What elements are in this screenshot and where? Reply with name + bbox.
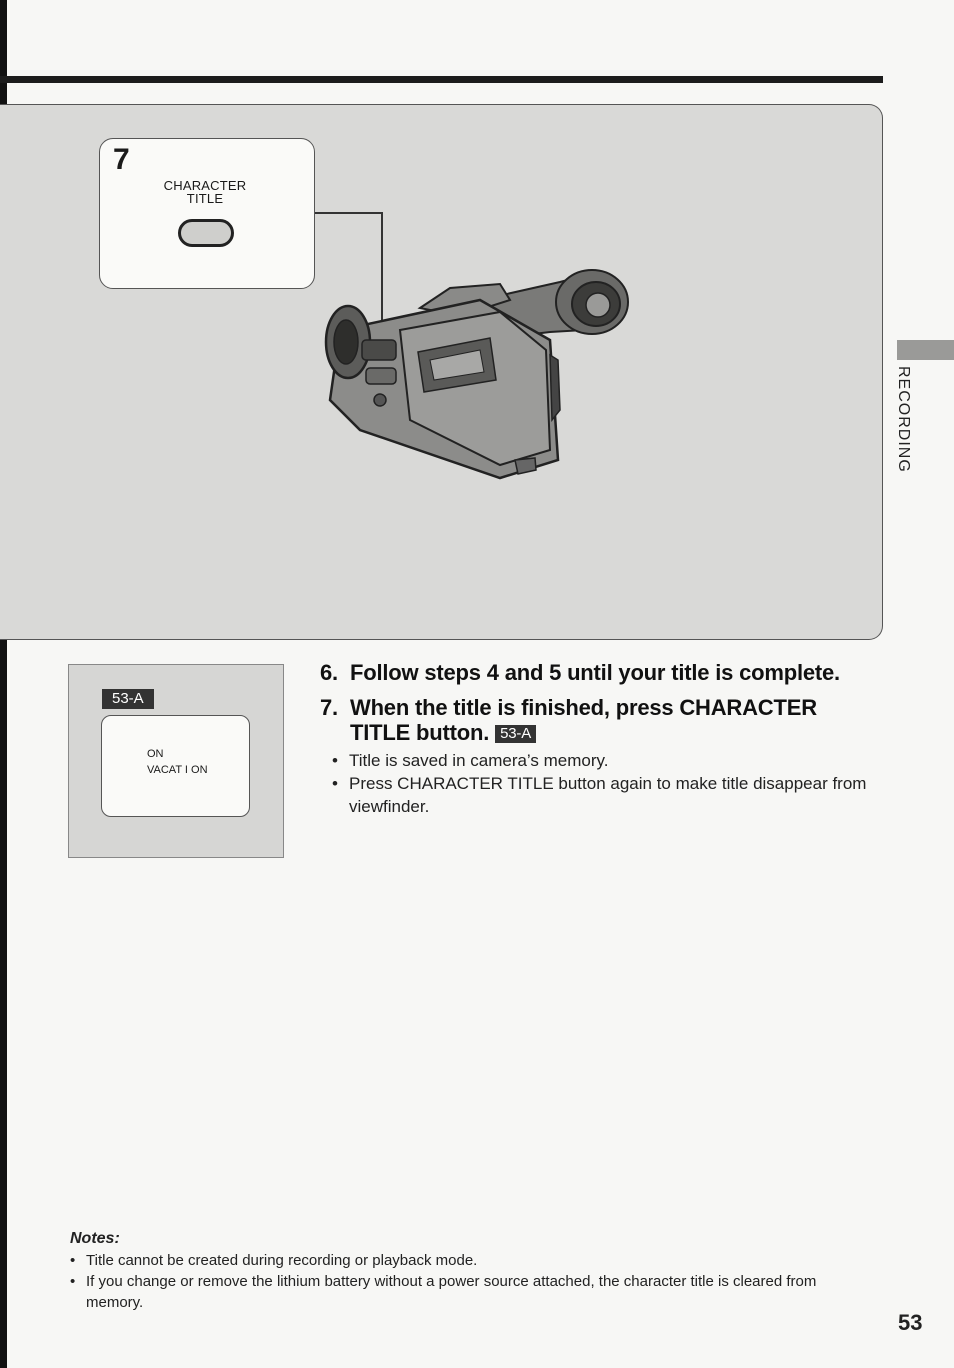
step-number: 7. <box>320 695 338 720</box>
instruction-steps <box>320 660 900 818</box>
character-title-button-icon <box>178 219 234 247</box>
bullet-item: • Press CHARACTER TITLE button again to make title disappear from viewfinder. <box>332 772 900 818</box>
section-label: RECORDING <box>895 366 912 473</box>
note-item: • If you change or remove the lithium battery without a power source attached, the character title is cleared from memory. <box>70 1271 860 1313</box>
header-rule <box>0 76 883 83</box>
note-item: • Title cannot be created during recording or playback mode. <box>70 1250 860 1271</box>
step-text-line2-wrap <box>320 720 900 745</box>
section-tab-marker <box>897 340 954 360</box>
figure-badge: 53-A <box>102 689 154 709</box>
step-text: Follow steps 4 and 5 until your title is complete. <box>350 660 840 685</box>
page-number: 53 <box>898 1310 923 1335</box>
character-title-callout <box>99 138 315 289</box>
bullet-item: • Title is saved in camera’s memory. <box>332 749 900 772</box>
viewfinder-title-line2: VACAT I ON <box>147 764 208 776</box>
callout-label-line1: CHARACTER <box>163 178 247 193</box>
step-6 <box>320 660 900 685</box>
step-7-bullets <box>320 749 900 818</box>
notes-heading: Notes: <box>70 1230 120 1247</box>
camcorder-icon <box>300 260 640 480</box>
callout-leader-horizontal <box>313 212 383 214</box>
step-7 <box>320 695 900 745</box>
notes-list <box>70 1250 860 1313</box>
step-number: 6. <box>320 660 338 685</box>
callout-step-number: 7 <box>113 143 130 176</box>
callout-label-line2: TITLE <box>186 191 224 206</box>
viewfinder-title-line1: ON <box>147 748 164 760</box>
step-text-line2: TITLE button. <box>350 720 490 745</box>
figure-reference-badge: 53-A <box>495 725 536 743</box>
viewfinder-screen <box>101 715 250 817</box>
notes-section <box>70 1230 860 1313</box>
viewfinder-display-figure <box>68 664 284 858</box>
step-text-line1: When the title is finished, press CHARACTER <box>350 695 817 720</box>
callout-button-label <box>155 179 255 205</box>
